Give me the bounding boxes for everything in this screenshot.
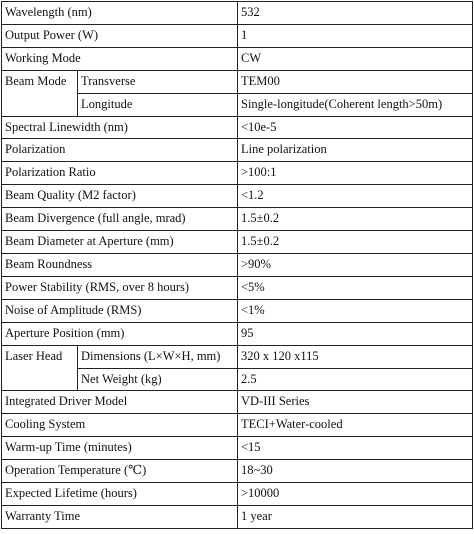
- spec-table: [1, 1, 473, 529]
- spec-value: TECI+Water-cooled: [238, 414, 473, 437]
- spec-value: 1.5±0.2: [238, 231, 473, 254]
- group-label-beam-mode: Beam Mode: [2, 70, 78, 116]
- spec-label: Beam Quality (M2 factor): [2, 185, 238, 208]
- spec-value: 18~30: [238, 460, 473, 483]
- spec-value: 95: [238, 322, 473, 345]
- spec-label: Power Stability (RMS, over 8 hours): [2, 276, 238, 299]
- table-row: [2, 345, 473, 368]
- spec-value: <15: [238, 437, 473, 460]
- table-row: [2, 208, 473, 231]
- spec-sublabel: Longitude: [78, 93, 238, 116]
- table-row: [2, 162, 473, 185]
- spec-value: 320 x 120 x115: [238, 345, 473, 368]
- spec-label: Spectral Linewidth (nm): [2, 116, 238, 139]
- spec-value: >10000: [238, 483, 473, 506]
- spec-value: 532: [238, 2, 473, 25]
- table-row: [2, 483, 473, 506]
- spec-value: <5%: [238, 276, 473, 299]
- spec-value: 2.5: [238, 368, 473, 391]
- spec-value: <1%: [238, 299, 473, 322]
- spec-value: <1.2: [238, 185, 473, 208]
- table-row: [2, 70, 473, 93]
- spec-label: Warm-up Time (minutes): [2, 437, 238, 460]
- spec-label: Warranty Time: [2, 505, 238, 528]
- spec-label: Polarization: [2, 139, 238, 162]
- spec-value: >90%: [238, 253, 473, 276]
- group-label-laser-head: Laser Head: [2, 345, 78, 391]
- spec-label: Operation Temperature (℃): [2, 460, 238, 483]
- table-row: [2, 24, 473, 47]
- spec-value: 1.5±0.2: [238, 208, 473, 231]
- table-row: [2, 253, 473, 276]
- table-row: [2, 437, 473, 460]
- spec-label: Integrated Driver Model: [2, 391, 238, 414]
- table-row: [2, 185, 473, 208]
- table-row: [2, 139, 473, 162]
- spec-label: Polarization Ratio: [2, 162, 238, 185]
- spec-value: 1 year: [238, 505, 473, 528]
- spec-value: 1: [238, 24, 473, 47]
- table-row: [2, 299, 473, 322]
- spec-value: <10e-5: [238, 116, 473, 139]
- table-row: [2, 505, 473, 528]
- spec-value: VD-III Series: [238, 391, 473, 414]
- table-row: [2, 391, 473, 414]
- spec-value: >100:1: [238, 162, 473, 185]
- spec-value: Line polarization: [238, 139, 473, 162]
- table-row: [2, 116, 473, 139]
- spec-value: TEM00: [238, 70, 473, 93]
- table-row: [2, 414, 473, 437]
- table-row: [2, 322, 473, 345]
- spec-value: Single-longitude(Coherent length>50m): [238, 93, 473, 116]
- spec-sublabel: Dimensions (L×W×H, mm): [78, 345, 238, 368]
- spec-value: CW: [238, 47, 473, 70]
- table-row: [2, 231, 473, 254]
- spec-label: Wavelength (nm): [2, 2, 238, 25]
- table-row: [2, 276, 473, 299]
- table-row: [2, 460, 473, 483]
- spec-label: Beam Roundness: [2, 253, 238, 276]
- table-row: [2, 47, 473, 70]
- spec-label: Cooling System: [2, 414, 238, 437]
- spec-label: Output Power (W): [2, 24, 238, 47]
- spec-label: Expected Lifetime (hours): [2, 483, 238, 506]
- spec-sublabel: Transverse: [78, 70, 238, 93]
- table-row: [2, 2, 473, 25]
- spec-label: Beam Divergence (full angle, mrad): [2, 208, 238, 231]
- spec-label: Aperture Position (mm): [2, 322, 238, 345]
- spec-label: Working Mode: [2, 47, 238, 70]
- spec-label: Beam Diameter at Aperture (mm): [2, 231, 238, 254]
- spec-label: Noise of Amplitude (RMS): [2, 299, 238, 322]
- spec-sublabel: Net Weight (kg): [78, 368, 238, 391]
